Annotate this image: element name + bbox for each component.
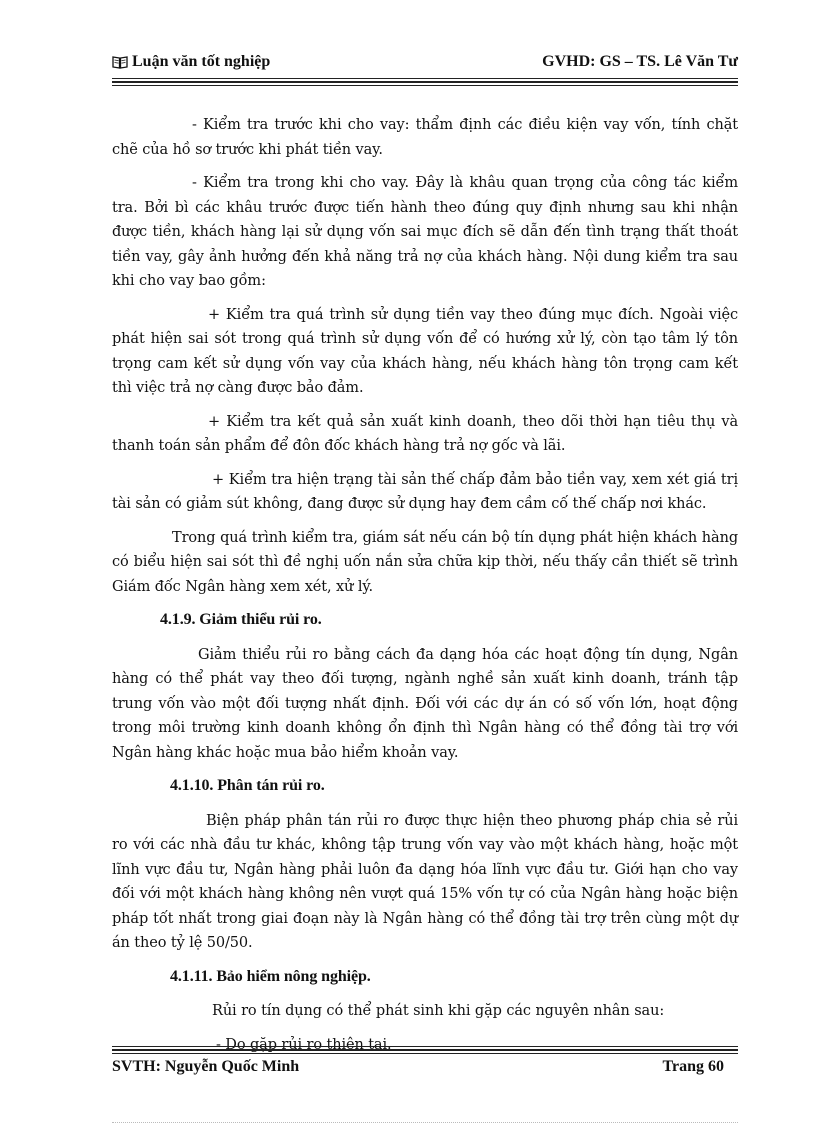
paragraph-insurance-causes: Rủi ro tín dụng có thể phát sinh khi gặp các nguyên nhân sau: (212, 1003, 665, 1019)
section-heading-4-1-10: 4.1.10. Phân tán rủi ro. (170, 777, 325, 794)
paragraph-check-before-loan: - Kiểm tra trước khi cho vay: thẩm định các điều kiện vay vốn, tính chặt chẽ của hồ sơ trước khi phát tiền vay. (112, 117, 738, 158)
paragraph-risk-distribution: Biện pháp phân tán rủi ro được thực hiện theo phương pháp chia sẻ rủi ro với các nhà đầu tư khác, không tập trung vốn vay vào một khách hàng, hoặc một lĩnh vực đầu tư, Ngân hàng phải luôn đa dạng hóa lĩnh vực đầu tư. Giới hạn cho vay đối với một khách hàng không nên vượt quá 15% vốn tự có của Ngân hàng hoặc biện pháp tốt nhất trong giai đoạn này là Ngân hàng có thể đồng tài trợ trên cùng một dự án theo tỷ lệ 50/50. (112, 812, 738, 951)
paragraph-check-during-loan: - Kiểm tra trong khi cho vay. Đây là khâu quan trọng của công tác kiểm tra. Bởi bì các khâu trước được tiến hành theo đúng quy định nhưng sau khi nhận được tiền, khách hàng lại sử dụng vốn sai mục đích sẽ dẫn đến tình trạng thất thoát tiền vay, gây ảnh hưởng đến khả năng trả nợ của khách hàng. Nội dung kiểm tra sau khi cho vay bao gồm: (112, 175, 738, 289)
page-body (112, 113, 738, 1066)
section-heading-4-1-11: 4.1.11. Bảo hiểm nông nghiệp. (170, 967, 371, 985)
paragraph-natural-disaster: - Do gặp rủi ro thiên tai. (216, 1036, 392, 1053)
footer-rule-bottom (112, 1053, 738, 1054)
header-left (112, 53, 270, 71)
paragraph-inspection-summary: Trong quá trình kiểm tra, giám sát nếu cán bộ tín dụng phát hiện khách hàng có biểu hiện sai sót thì đề nghị uốn nắn sửa chữa kịp thời, nếu thấy cần thiết sẽ trình Giám đốc Ngân hàng xem xét, xử lý. (112, 529, 738, 595)
footer-page-number: Trang 60 (662, 1058, 724, 1075)
footer-rule-middle (112, 1049, 738, 1051)
header-rule-middle (112, 81, 738, 83)
paragraph-risk-reduction: Giảm thiểu rủi ro bằng cách đa dạng hóa các hoạt động tín dụng, Ngân hàng có thể phát vay theo đối tượng, ngành nghề sản xuất kinh doanh, tránh tập trung vốn vào một đối tượng nhất định. Đối với các dự án có số vốn lớn, hoạt động trong môi trường kinh doanh không ổn định thì Ngân hàng có thể đồng tài trợ với Ngân hàng khác hoặc mua bảo hiểm khoản vay. (112, 646, 738, 761)
section-heading-4-1-9: 4.1.9. Giảm thiểu rủi ro. (160, 611, 322, 628)
footer-student: SVTH: Nguyễn Quốc Minh (112, 1058, 300, 1075)
paragraph-check-collateral: + Kiểm tra hiện trạng tài sản thế chấp đảm bảo tiền vay, xem xét giá trị tài sản có giảm sút không, đang được sử dụng hay đem cầm cố thế chấp nơi khác. (112, 471, 738, 512)
footer-rule-top (112, 1046, 738, 1047)
open-book-icon (112, 55, 128, 69)
header-rule-bottom (112, 85, 738, 86)
header-rule-top (112, 78, 738, 79)
paragraph-check-results: + Kiểm tra kết quả sản xuất kinh doanh, theo dõi thời hạn tiêu thụ và thanh toán sản phẩm để đôn đốc khách hàng trả nợ gốc và lãi. (112, 413, 738, 454)
header-title: Luận văn tốt nghiệp (132, 53, 271, 70)
page-footer (112, 1055, 724, 1079)
page-header (112, 50, 738, 74)
header-advisor: GVHD: GS – TS. Lê Văn Tư (542, 53, 738, 70)
paragraph-check-usage: + Kiểm tra quá trình sử dụng tiền vay theo đúng mục đích. Ngoài việc phát hiện sai sót trong quá trình sử dụng vốn để có hướng xử lý, còn tạo tâm lý tôn trọng cam kết sử dụng vốn vay của khách hàng, nếu khách hàng tôn trọng cam kết thì việc trả nợ càng được bảo đảm. (112, 306, 738, 396)
